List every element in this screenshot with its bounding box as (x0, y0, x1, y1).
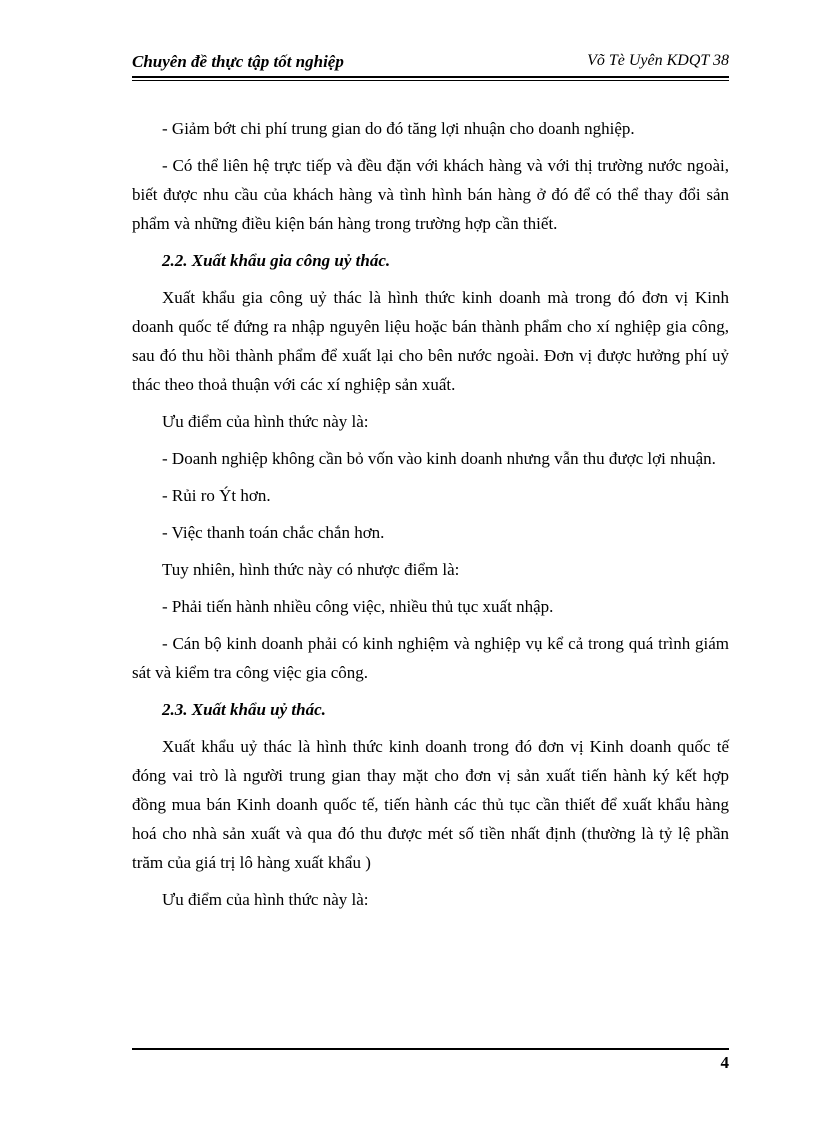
header-rule-thin (132, 80, 729, 81)
footer-rule (132, 1048, 729, 1050)
body-paragraph: Xuất khẩu gia công uỷ thác là hình thức kinh doanh mà trong đó đơn vị Kinh doanh quốc tế đứng ra nhập nguyên liệu hoặc bán thành phẩm cho xí nghiệp gia công, sau đó thu hồi thành phẩm để xuất lại cho bên nước ngoài. Đơn vị được hưởng phí uỷ thác theo thoả thuận với các xí nghiệp sản xuất. (132, 288, 729, 394)
body-paragraph: Xuất khẩu uỷ thác là hình thức kinh doanh trong đó đơn vị Kinh doanh quốc tế đóng vai trò là người trung gian thay mặt cho đơn vị sản xuất tiến hành ký kết hợp đồng mua bán Kinh doanh quốc tế, tiến hành các thủ tục cần thiết để xuất khẩu hàng hoá cho nhà sản xuất và qua đó thu được mét số tiền nhất định (thường là tỷ lệ phần trăm của giá trị lô hàng xuất khẩu ) (132, 737, 729, 872)
bullet-paragraph: - Có thể liên hệ trực tiếp và đều đặn với khách hàng và với thị trường nước ngoài, biết được nhu cầu của khách hàng và tình hình bán hàng ở đó để có thể thay đổi sản phẩm và những điều kiện bán hàng trong trường hợp cần thiết. (132, 156, 729, 233)
bullet-paragraph: - Giảm bớt chi phí trung gian do đó tăng lợi nhuận cho doanh nghiệp. (162, 119, 635, 138)
body-paragraph: Ưu điểm của hình thức này là: (162, 890, 369, 909)
page-number: 4 (720, 1053, 729, 1072)
header-rule (132, 76, 729, 78)
section-heading: 2.3. Xuất khẩu uỷ thác. (162, 700, 326, 719)
header-title: Chuyên đề thực tập tốt nghiệp (132, 52, 344, 71)
bullet-paragraph: - Rủi ro Ýt hơn. (162, 486, 271, 505)
page-body (132, 114, 729, 922)
header-author: Võ Tè Uyên KDQT 38 (587, 52, 729, 69)
bullet-paragraph: - Việc thanh toán chắc chắn hơn. (162, 523, 385, 542)
page-header (132, 50, 729, 78)
bullet-paragraph: - Cán bộ kinh doanh phải có kinh nghiệm và nghiệp vụ kể cả trong quá trình giám sát và kiểm tra công việc gia công. (132, 634, 729, 682)
body-paragraph: Ưu điểm của hình thức này là: (162, 412, 369, 431)
section-heading: 2.2. Xuất khẩu gia công uỷ thác. (162, 251, 391, 270)
bullet-paragraph: - Phải tiến hành nhiều công việc, nhiều thủ tục xuất nhập. (162, 597, 554, 616)
body-paragraph: Tuy nhiên, hình thức này có nhược điểm là: (162, 560, 460, 579)
bullet-paragraph: - Doanh nghiệp không cần bỏ vốn vào kinh doanh nhưng vẫn thu được lợi nhuận. (162, 449, 716, 468)
